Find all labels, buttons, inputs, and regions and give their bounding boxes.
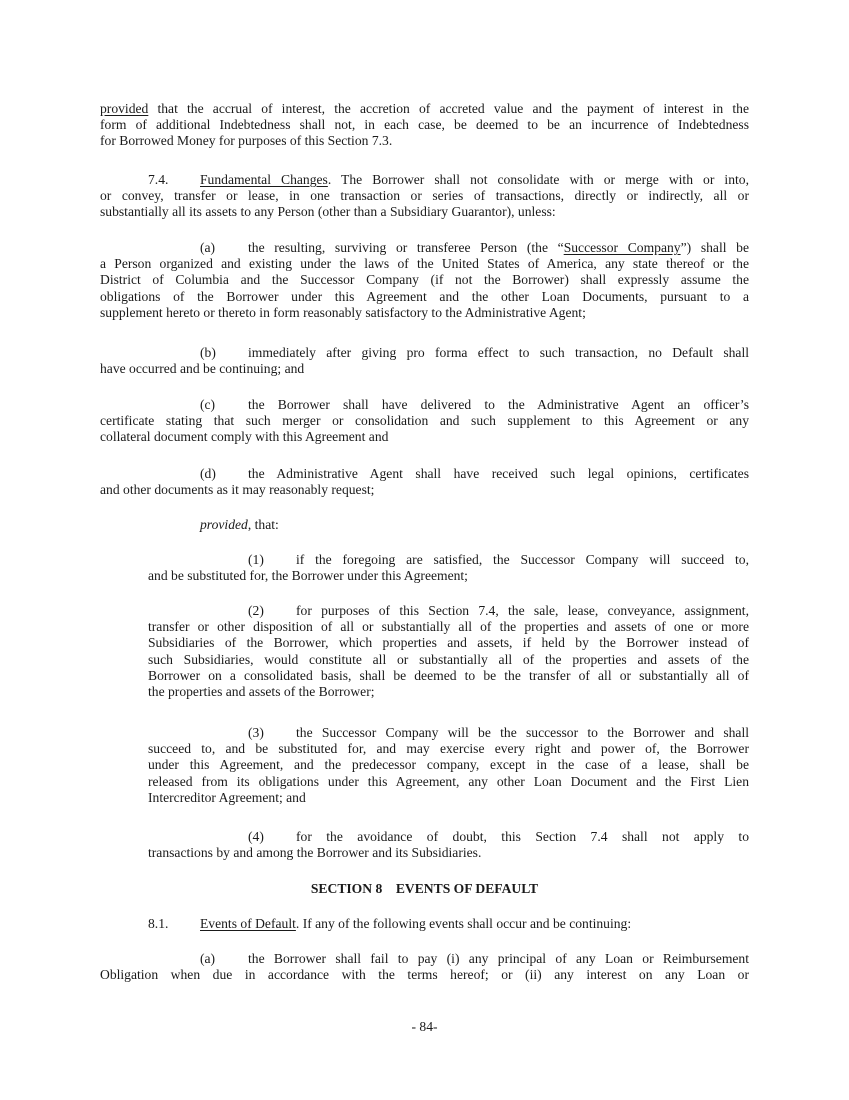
clause-c: (c) the Borrower shall have delivered to the Administrative Agent an officer’s certificate stating that such merger or consolidation and such supplement to this Agreement or any collateral document comply with this Agreement and [100,397,749,445]
clause-a: (a) the resulting, surviving or transferee Person (the “Successor Company”) shall be a Person organized and existing under the laws of the United States of America, any state thereof or the District of Columbia and the Successor Company (if not the Borrower) shall expressly assume the obligations of the Borrower under this Agreement and the other Loan Documents, pursuant to a supplement hereto or thereto in form reasonably satisfactory to the Administrative Agent; [100,240,749,320]
clause-label: (a) [200,240,216,255]
provided-paragraph: provided that the accrual of interest, the accretion of accreted value and the payment of interest in the form of additional Indebtedness shall not, in each case, be deemed to be an incurrence of Indebtedness for Borrowed Money for purposes of this Section 7.3. [100,101,749,149]
provided-that: provided, that: [200,517,279,532]
section-title: Fundamental Changes [200,172,328,187]
section-title: Events of Default [200,916,296,931]
proviso-2: (2) for purposes of this Section 7.4, the sale, lease, conveyance, assignment, transfer or other disposition of all or substantially all of the properties and assets of one or more Subsidiaries of the Borrower, which properties and assets, if held by the Borrower instead of such Subsidiaries, would constitute all or substantially all of the properties and assets of the Borrower on a consolidated basis, shall be deemed to be the transfer of all or substantially all of the properties and assets of the Borrower; [148,603,749,700]
clause-8-a: (a) the Borrower shall fail to pay (i) any principal of any Loan or Reimbursement Obligation when due in accordance with the terms hereof; or (ii) any interest on any Loan or [100,951,749,983]
defined-term: Successor Company [563,240,681,255]
clause-b: (b) immediately after giving pro forma effect to such transaction, no Default shall have occurred and be continuing; and [100,345,749,377]
proviso-label: (1) [248,552,264,567]
proviso-4: (4) for the avoidance of doubt, this Section 7.4 shall not apply to transactions by and among the Borrower and its Subsidiaries. [148,829,749,861]
provided-term: provided [100,101,149,116]
proviso-1: (1) if the foregoing are satisfied, the Successor Company will succeed to, and be substituted for, the Borrower under this Agreement; [148,552,749,584]
provided-italic: provided [200,517,248,532]
clause-d: (d) the Administrative Agent shall have received such legal opinions, certificates and other documents as it may reasonably request; [100,466,749,498]
section-number: 7.4. [148,172,169,187]
clause-label: (c) [200,397,216,412]
proviso-3: (3) the Successor Company will be the successor to the Borrower and shall succeed to, and be substituted for, and may exercise every right and power of, the Borrower under this Agreement, and the predecessor company, except in the case of a lease, shall be released from its obligations under this Agreement, any other Loan Document and the First Lien Intercreditor Agreement; and [148,725,749,805]
page-number: - 84- [411,1019,438,1034]
clause-label: (d) [200,466,216,481]
clause-label: (a) [200,951,216,966]
section-7-4: 7.4. Fundamental Changes. The Borrower shall not consolidate with or merge with or into, or convey, transfer or lease, in one transaction or series of transactions, directly or indirectly, all or substantially all its assets to any Person (other than a Subsidiary Guarantor), unless: [100,172,749,220]
section-number: 8.1. [148,916,169,931]
proviso-label: (2) [248,603,264,618]
clause-label: (b) [200,345,216,360]
section-8-heading: SECTION 8 EVENTS OF DEFAULT [310,881,539,896]
section-8-1: 8.1. Events of Default. If any of the following events shall occur and be continuing: [148,916,632,931]
proviso-label: (4) [248,829,264,844]
proviso-label: (3) [248,725,264,740]
